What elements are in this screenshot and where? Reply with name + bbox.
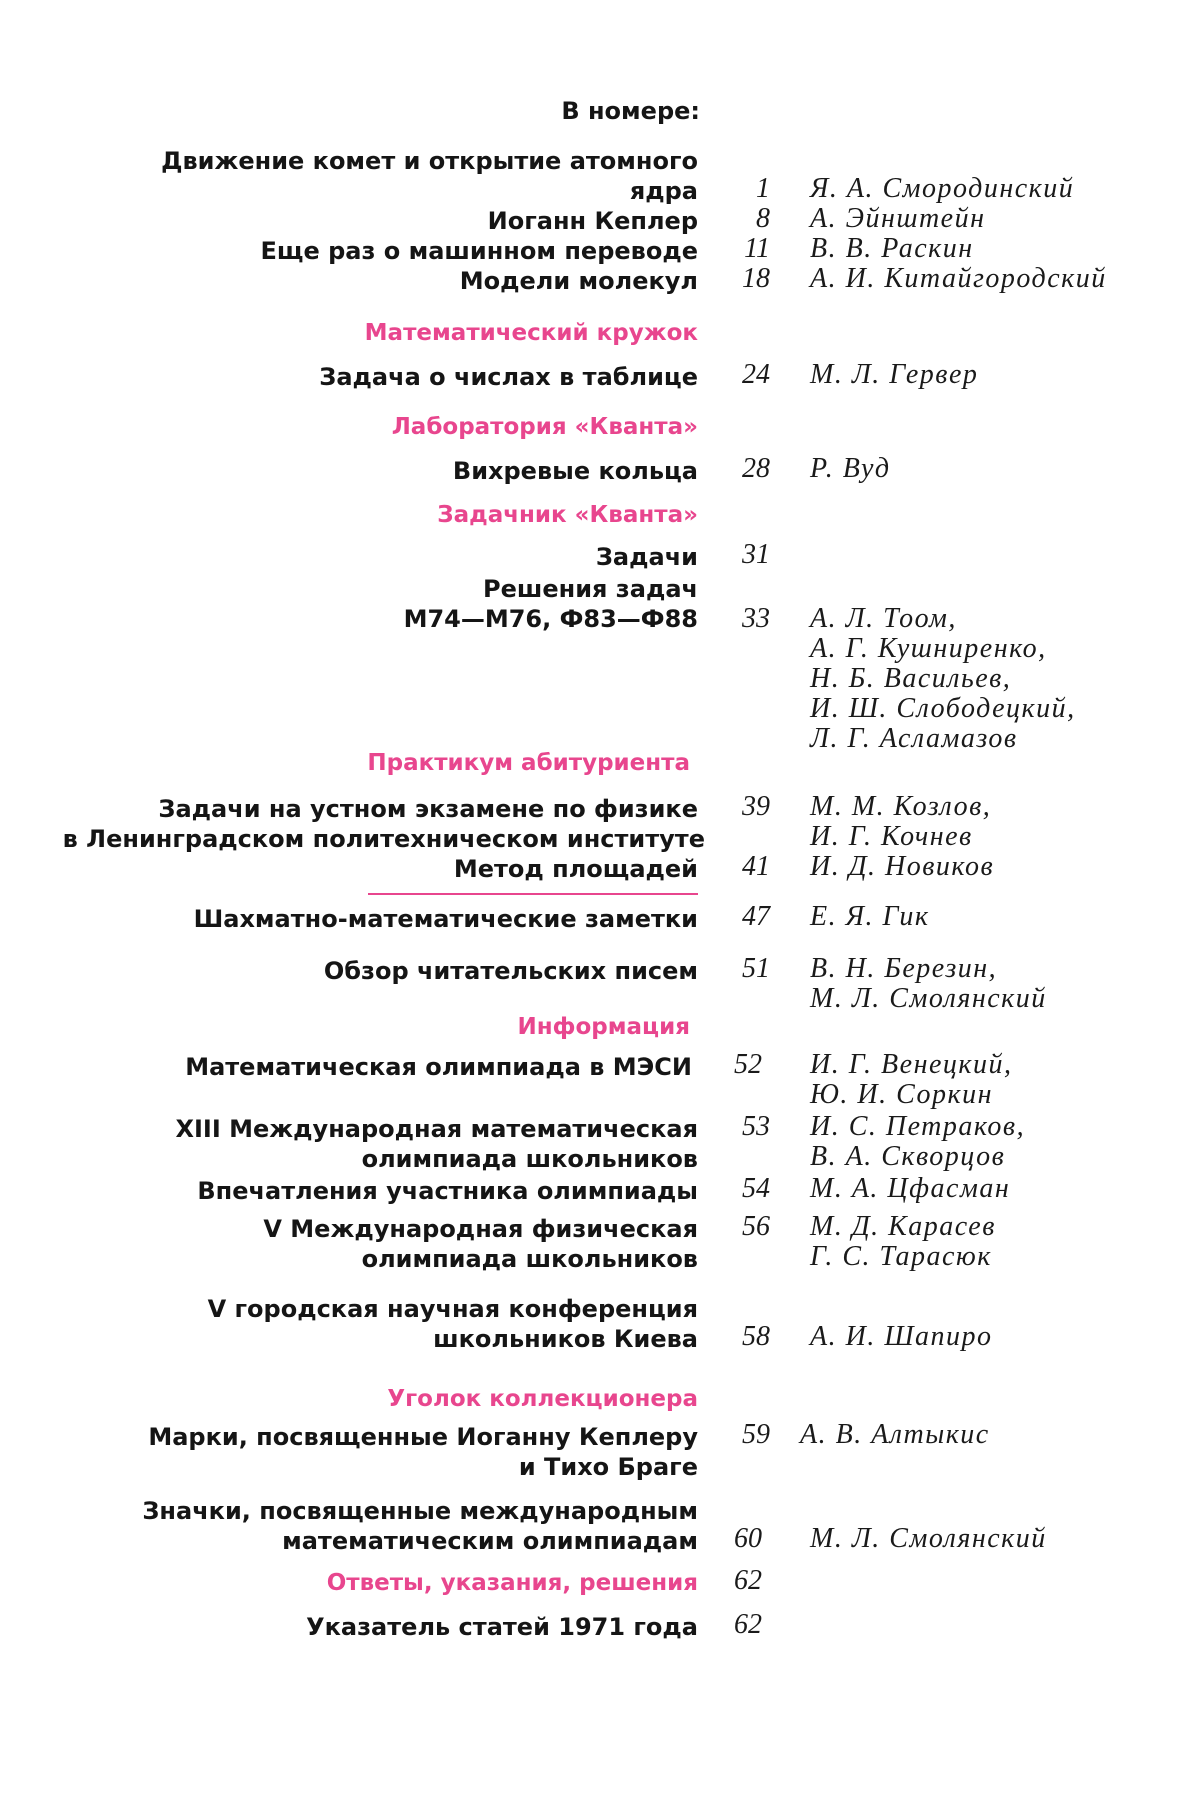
entry-title-line: Решения задач xyxy=(483,575,698,603)
entry-page-number: 41 xyxy=(742,851,770,882)
entry-author: В. Н. Березин, xyxy=(810,953,998,984)
entry-page-number: 11 xyxy=(744,233,770,264)
entry-title-line: Модели молекул xyxy=(459,267,698,295)
section-heading: Ответы, указания, решения xyxy=(326,1570,698,1596)
entry-title-line: Марки, посвященные Иоганну Кеплеру xyxy=(148,1423,698,1451)
entry-page-number: 39 xyxy=(742,791,770,822)
entry-title-line: Задача о числах в таблице xyxy=(319,363,698,391)
entry-title-line: V городская научная конференция xyxy=(207,1295,698,1323)
entry-author: М. М. Козлов, xyxy=(810,791,992,822)
entry-author: М. Л. Смолянский xyxy=(810,983,1047,1014)
entry-page-number: 53 xyxy=(742,1111,770,1142)
entry-page-number: 62 xyxy=(734,1565,762,1596)
entry-title-line: ядра xyxy=(629,177,698,205)
entry-page-number: 62 xyxy=(734,1609,762,1640)
issue-heading: В номере: xyxy=(561,97,700,125)
section-heading: Практикум абитуриента xyxy=(367,750,690,776)
entry-title-line: Движение комет и открытие атомного xyxy=(161,147,698,175)
entry-title-line: школьников Киева xyxy=(433,1325,698,1353)
entry-title-line: Обзор читательских писем xyxy=(323,957,698,985)
entry-title-line: Шахматно-математические заметки xyxy=(193,905,698,933)
entry-page-number: 28 xyxy=(742,453,770,484)
entry-author: М. А. Цфасман xyxy=(810,1173,1011,1204)
entry-title-line: Указатель статей 1971 года xyxy=(306,1613,698,1641)
entry-title-line: Математическая олимпиада в МЭСИ xyxy=(185,1053,692,1081)
entry-title-line: Метод площадей xyxy=(453,855,698,883)
entry-author: М. Д. Карасев xyxy=(810,1211,996,1242)
entry-page-number: 56 xyxy=(742,1211,770,1242)
entry-page-number: 51 xyxy=(742,953,770,984)
entry-title-line: математическим олимпиадам xyxy=(282,1527,698,1555)
entry-author: М. Л. Смолянский xyxy=(810,1523,1047,1554)
entry-title-line: Впечатления участника олимпиады xyxy=(197,1177,698,1205)
entry-title-line: и Тихо Браге xyxy=(518,1453,698,1481)
entry-page-number: 31 xyxy=(742,539,770,570)
entry-title-line: Иоганн Кеплер xyxy=(487,207,698,235)
section-heading: Задачник «Кванта» xyxy=(437,502,698,528)
entry-author: Я. А. Смородинский xyxy=(810,173,1075,204)
entry-page-number: 47 xyxy=(742,901,770,932)
entry-title-line: Задачи на устном экзамене по физике xyxy=(158,795,698,823)
entry-title-line: V Международная физическая xyxy=(263,1215,698,1243)
entry-author: М. Л. Гервер xyxy=(810,359,979,390)
entry-title-line: М74—М76, Ф83—Ф88 xyxy=(403,605,698,633)
entry-title-line: олимпиада школьников xyxy=(361,1245,698,1273)
section-heading: Информация xyxy=(517,1014,690,1040)
entry-author: А. И. Китайгородский xyxy=(810,263,1107,294)
entry-author: И. Г. Кочнев xyxy=(810,821,973,852)
entry-page-number: 18 xyxy=(742,263,770,294)
entry-page-number: 24 xyxy=(742,359,770,390)
entry-page-number: 54 xyxy=(742,1173,770,1204)
entry-title-line: в Ленинградском политехническом институте xyxy=(62,825,705,853)
entry-page-number: 59 xyxy=(742,1419,770,1450)
section-heading: Лаборатория «Кванта» xyxy=(391,414,698,440)
section-heading: Математический кружок xyxy=(364,320,698,346)
entry-page-number: 52 xyxy=(734,1049,762,1080)
entry-page-number: 60 xyxy=(734,1523,762,1554)
entry-page-number: 33 xyxy=(742,603,770,634)
entry-author: И. С. Петраков, xyxy=(810,1111,1026,1142)
entry-author: Г. С. Тарасюк xyxy=(810,1241,992,1272)
entry-author: Е. Я. Гик xyxy=(810,901,930,932)
entry-author: Ю. И. Соркин xyxy=(810,1079,993,1110)
entry-author: А. Г. Кушниренко, xyxy=(810,633,1047,664)
entry-author: Н. Б. Васильев, xyxy=(810,663,1012,694)
entry-author: Р. Вуд xyxy=(810,453,891,484)
entry-page-number: 58 xyxy=(742,1321,770,1352)
entry-title-line: олимпиада школьников xyxy=(361,1145,698,1173)
entry-author: А. И. Шапиро xyxy=(810,1321,993,1352)
entry-author: А. Л. Тоом, xyxy=(810,603,957,634)
entry-page-number: 8 xyxy=(756,203,770,234)
entry-title-line: Задачи xyxy=(595,543,698,571)
entry-title-line: Еще раз о машинном переводе xyxy=(260,237,698,265)
entry-author: Л. Г. Асламазов xyxy=(810,723,1018,754)
entry-author: В. В. Раскин xyxy=(810,233,974,264)
section-divider xyxy=(368,893,698,895)
entry-author: И. Г. Венецкий, xyxy=(810,1049,1013,1080)
entry-author: И. Ш. Слободецкий, xyxy=(810,693,1076,724)
section-heading: Уголок коллекционера xyxy=(387,1386,698,1412)
entry-author: В. А. Скворцов xyxy=(810,1141,1006,1172)
entry-page-number: 1 xyxy=(756,173,770,204)
entry-title-line: XIII Международная математическая xyxy=(175,1115,698,1143)
entry-title-line: Значки, посвященные международным xyxy=(142,1497,698,1525)
entry-author: А. Эйнштейн xyxy=(810,203,986,234)
entry-author: И. Д. Новиков xyxy=(810,851,995,882)
entry-title-line: Вихревые кольца xyxy=(452,457,698,485)
entry-author: А. В. Алтыкис xyxy=(800,1419,990,1450)
